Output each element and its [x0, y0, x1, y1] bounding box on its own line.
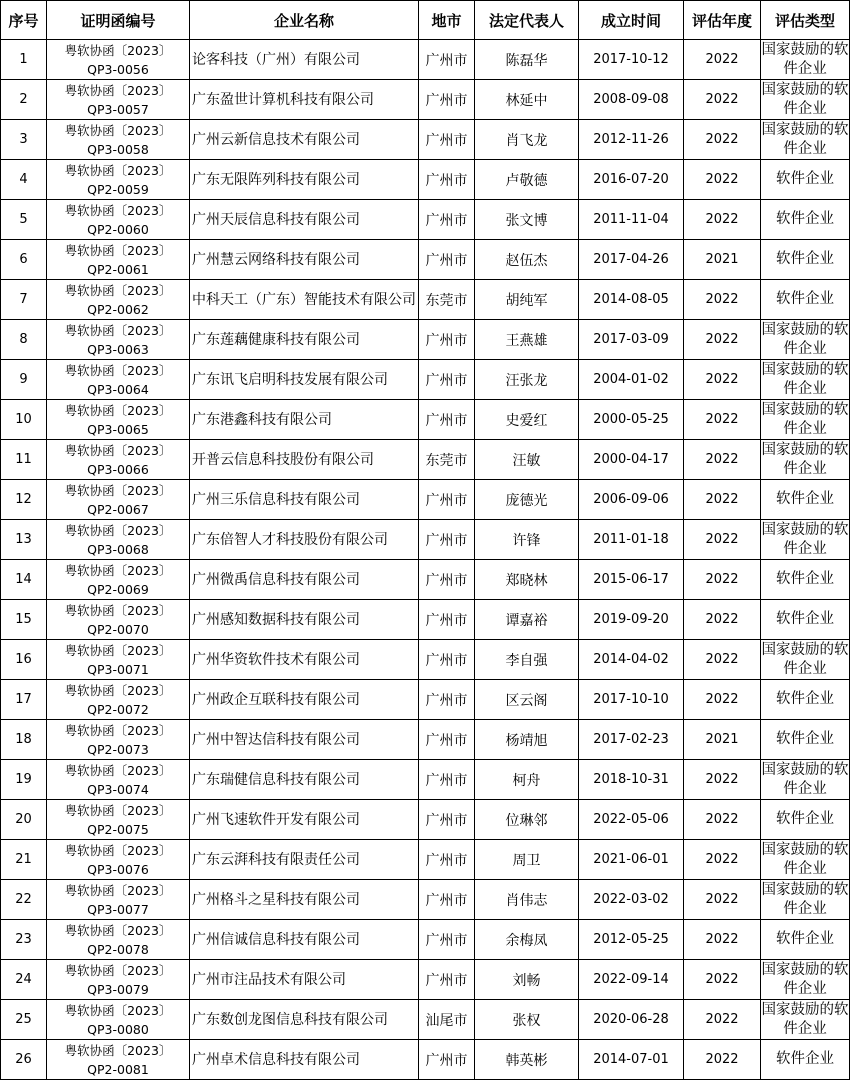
cell-seq: 6: [1, 240, 47, 280]
table-row: [1, 880, 850, 920]
cell-cert: [47, 280, 190, 320]
cell-cert-line2: QP3-0076: [87, 861, 149, 877]
cell-cert-line2: QP2-0072: [87, 701, 149, 717]
cell-cert: [47, 400, 190, 440]
cell-cert-line1: 粤软协函〔2023〕: [64, 482, 172, 498]
cell-city: 广州市: [419, 600, 475, 640]
table-row: [1, 920, 850, 960]
cell-name: 广东瑞健信息科技有限公司: [190, 760, 419, 800]
cell-seq: 24: [1, 960, 47, 1000]
cell-year: 2022: [684, 80, 761, 120]
cell-type: 软件企业: [761, 800, 850, 840]
cell-city: 广州市: [419, 40, 475, 80]
cell-year: 2022: [684, 200, 761, 240]
cell-cert: [47, 320, 190, 360]
cell-city: 广州市: [419, 320, 475, 360]
cell-name: 广东数创龙图信息科技有限公司: [190, 1000, 419, 1040]
cell-year: 2022: [684, 440, 761, 480]
cell-cert-line2: QP2-0078: [87, 941, 149, 957]
cell-name: 广州政企互联科技有限公司: [190, 680, 419, 720]
cell-cert: [47, 120, 190, 160]
cell-rep: 刘畅: [475, 960, 579, 1000]
cell-cert: [47, 200, 190, 240]
cell-year: 2022: [684, 400, 761, 440]
cell-seq: 1: [1, 40, 47, 80]
cell-seq: 26: [1, 1040, 47, 1080]
cell-cert-line1: 粤软协函〔2023〕: [64, 202, 172, 218]
table-row: [1, 640, 850, 680]
cell-year: 2022: [684, 480, 761, 520]
cell-year: 2022: [684, 520, 761, 560]
cell-date: 2004-01-02: [579, 360, 684, 400]
table-row: [1, 480, 850, 520]
cell-date: 2022-09-14: [579, 960, 684, 1000]
table-row: [1, 240, 850, 280]
cell-cert-line2: QP3-0056: [87, 61, 149, 77]
cell-rep: 张权: [475, 1000, 579, 1040]
cell-date: 2021-06-01: [579, 840, 684, 880]
cell-type: 软件企业: [761, 480, 850, 520]
cell-name: 广州天辰信息科技有限公司: [190, 200, 419, 240]
cell-cert-line2: QP3-0077: [87, 901, 149, 917]
cell-seq: 18: [1, 720, 47, 760]
cell-rep: 汪张龙: [475, 360, 579, 400]
cell-rep: 肖伟志: [475, 880, 579, 920]
cell-date: 2016-07-20: [579, 160, 684, 200]
cell-date: 2022-03-02: [579, 880, 684, 920]
cell-cert: [47, 800, 190, 840]
cell-name: 广州格斗之星科技有限公司: [190, 880, 419, 920]
cell-date: 2008-09-08: [579, 80, 684, 120]
cell-date: 2017-04-26: [579, 240, 684, 280]
table-row: [1, 200, 850, 240]
cell-seq: 5: [1, 200, 47, 240]
cell-type: 国家鼓励的软件企业: [761, 520, 850, 560]
cell-cert-line2: QP2-0061: [87, 261, 149, 277]
cell-cert-line1: 粤软协函〔2023〕: [64, 82, 172, 98]
cell-date: 2019-09-20: [579, 600, 684, 640]
cell-city: 广州市: [419, 400, 475, 440]
cell-seq: 20: [1, 800, 47, 840]
cell-year: 2021: [684, 720, 761, 760]
cell-name: 广东倍智人才科技股份有限公司: [190, 520, 419, 560]
cell-city: 广州市: [419, 880, 475, 920]
cell-cert-line1: 粤软协函〔2023〕: [64, 962, 172, 978]
cell-cert-line2: QP3-0058: [87, 141, 149, 157]
cell-year: 2022: [684, 360, 761, 400]
cell-city: 广州市: [419, 680, 475, 720]
cell-year: 2022: [684, 160, 761, 200]
table-row: [1, 360, 850, 400]
cell-date: 2012-11-26: [579, 120, 684, 160]
cell-date: 2012-05-25: [579, 920, 684, 960]
cell-year: 2022: [684, 1000, 761, 1040]
cell-rep: 周卫: [475, 840, 579, 880]
cell-cert-line2: QP2-0081: [87, 1061, 149, 1077]
cell-cert: [47, 80, 190, 120]
cell-type: 国家鼓励的软件企业: [761, 960, 850, 1000]
cell-year: 2022: [684, 280, 761, 320]
cell-cert-line1: 粤软协函〔2023〕: [64, 802, 172, 818]
cell-city: 广州市: [419, 760, 475, 800]
cell-type: 软件企业: [761, 600, 850, 640]
table-row: [1, 320, 850, 360]
cell-name: 广东盈世计算机科技有限公司: [190, 80, 419, 120]
cell-seq: 11: [1, 440, 47, 480]
cell-cert: [47, 360, 190, 400]
cell-name: 广东讯飞启明科技发展有限公司: [190, 360, 419, 400]
cell-cert: [47, 40, 190, 80]
cell-cert-line2: QP2-0062: [87, 301, 149, 317]
cell-cert-line1: 粤软协函〔2023〕: [64, 562, 172, 578]
cell-cert: [47, 720, 190, 760]
cell-cert: [47, 480, 190, 520]
cell-type: 软件企业: [761, 560, 850, 600]
cell-type: 国家鼓励的软件企业: [761, 360, 850, 400]
header-city: 地市: [419, 1, 475, 40]
cell-cert: [47, 600, 190, 640]
cell-city: 汕尾市: [419, 1000, 475, 1040]
cell-city: 广州市: [419, 720, 475, 760]
cell-seq: 7: [1, 280, 47, 320]
cell-name: 广东莲藕健康科技有限公司: [190, 320, 419, 360]
cell-cert-line2: QP2-0073: [87, 741, 149, 757]
cell-rep: 胡纯军: [475, 280, 579, 320]
cell-seq: 25: [1, 1000, 47, 1040]
cell-date: 2000-05-25: [579, 400, 684, 440]
cell-date: 2017-02-23: [579, 720, 684, 760]
header-cert: 证明函编号: [47, 1, 190, 40]
cell-rep: 许锋: [475, 520, 579, 560]
table-row: [1, 800, 850, 840]
cell-type: 软件企业: [761, 160, 850, 200]
cell-name: 广东港鑫科技有限公司: [190, 400, 419, 440]
cell-cert-line2: QP2-0067: [87, 501, 149, 517]
cell-cert-line1: 粤软协函〔2023〕: [64, 162, 172, 178]
cell-seq: 10: [1, 400, 47, 440]
cell-year: 2022: [684, 920, 761, 960]
cell-seq: 8: [1, 320, 47, 360]
header-year: 评估年度: [684, 1, 761, 40]
cell-cert-line2: QP3-0066: [87, 461, 149, 477]
cell-type: 国家鼓励的软件企业: [761, 640, 850, 680]
cell-cert-line2: QP2-0069: [87, 581, 149, 597]
cell-cert-line1: 粤软协函〔2023〕: [64, 322, 172, 338]
cell-year: 2022: [684, 800, 761, 840]
cell-cert-line1: 粤软协函〔2023〕: [64, 442, 172, 458]
cell-cert-line2: QP3-0079: [87, 981, 149, 997]
table-body: [1, 40, 850, 1080]
table-row: [1, 520, 850, 560]
cell-city: 广州市: [419, 1040, 475, 1080]
cell-rep: 陈磊华: [475, 40, 579, 80]
cell-name: 广东无限阵列科技有限公司: [190, 160, 419, 200]
cell-year: 2022: [684, 40, 761, 80]
cell-rep: 韩英彬: [475, 1040, 579, 1080]
cell-city: 广州市: [419, 360, 475, 400]
cell-year: 2022: [684, 120, 761, 160]
cell-seq: 9: [1, 360, 47, 400]
cell-name: 开普云信息科技股份有限公司: [190, 440, 419, 480]
cell-year: 2021: [684, 240, 761, 280]
table-row: [1, 760, 850, 800]
table-row: [1, 960, 850, 1000]
cell-cert-line1: 粤软协函〔2023〕: [64, 762, 172, 778]
table-row: [1, 80, 850, 120]
cell-cert-line2: QP3-0071: [87, 661, 149, 677]
cell-name: 广州慧云网络科技有限公司: [190, 240, 419, 280]
cell-rep: 汪敏: [475, 440, 579, 480]
cell-year: 2022: [684, 1040, 761, 1080]
cell-seq: 17: [1, 680, 47, 720]
cell-type: 国家鼓励的软件企业: [761, 440, 850, 480]
cell-rep: 赵伍杰: [475, 240, 579, 280]
cell-cert-line1: 粤软协函〔2023〕: [64, 522, 172, 538]
cell-seq: 15: [1, 600, 47, 640]
cell-cert-line2: QP3-0057: [87, 101, 149, 117]
cell-cert-line2: QP2-0070: [87, 621, 149, 637]
cell-year: 2022: [684, 840, 761, 880]
cell-year: 2022: [684, 600, 761, 640]
cell-cert-line1: 粤软协函〔2023〕: [64, 1002, 172, 1018]
cell-city: 广州市: [419, 200, 475, 240]
cell-cert: [47, 440, 190, 480]
cell-seq: 14: [1, 560, 47, 600]
cell-cert: [47, 960, 190, 1000]
cell-seq: 13: [1, 520, 47, 560]
cell-rep: 张文博: [475, 200, 579, 240]
cell-rep: 余梅凤: [475, 920, 579, 960]
cell-city: 广州市: [419, 160, 475, 200]
table-row: [1, 120, 850, 160]
cell-seq: 3: [1, 120, 47, 160]
cell-type: 国家鼓励的软件企业: [761, 400, 850, 440]
cell-date: 2011-01-18: [579, 520, 684, 560]
cell-seq: 22: [1, 880, 47, 920]
cell-date: 2017-10-12: [579, 40, 684, 80]
cell-city: 广州市: [419, 640, 475, 680]
cell-city: 广州市: [419, 960, 475, 1000]
cell-cert: [47, 520, 190, 560]
cell-cert-line1: 粤软协函〔2023〕: [64, 922, 172, 938]
cell-date: 2014-08-05: [579, 280, 684, 320]
table-row: [1, 720, 850, 760]
cell-rep: 卢敬德: [475, 160, 579, 200]
cell-type: 软件企业: [761, 240, 850, 280]
cell-name: 广州华资软件技术有限公司: [190, 640, 419, 680]
cell-cert: [47, 640, 190, 680]
cell-cert-line2: QP3-0074: [87, 781, 149, 797]
cell-type: 国家鼓励的软件企业: [761, 840, 850, 880]
cell-seq: 12: [1, 480, 47, 520]
cell-cert-line1: 粤软协函〔2023〕: [64, 402, 172, 418]
cell-type: 国家鼓励的软件企业: [761, 760, 850, 800]
cell-rep: 林延中: [475, 80, 579, 120]
header-date: 成立时间: [579, 1, 684, 40]
cell-name: 广州微禹信息科技有限公司: [190, 560, 419, 600]
cell-name: 广州卓术信息科技有限公司: [190, 1040, 419, 1080]
cell-cert: [47, 560, 190, 600]
cell-year: 2022: [684, 960, 761, 1000]
table-row: [1, 40, 850, 80]
cell-seq: 19: [1, 760, 47, 800]
table-row: [1, 280, 850, 320]
cell-name: 广州飞速软件开发有限公司: [190, 800, 419, 840]
cell-city: 广州市: [419, 120, 475, 160]
cell-type: 国家鼓励的软件企业: [761, 880, 850, 920]
header-rep: 法定代表人: [475, 1, 579, 40]
cell-date: 2017-10-10: [579, 680, 684, 720]
cell-cert: [47, 760, 190, 800]
cell-cert: [47, 160, 190, 200]
cell-cert-line1: 粤软协函〔2023〕: [64, 242, 172, 258]
cell-cert: [47, 1000, 190, 1040]
cell-cert: [47, 1040, 190, 1080]
cell-cert-line2: QP3-0063: [87, 341, 149, 357]
table-row: [1, 1040, 850, 1080]
cell-city: 广州市: [419, 240, 475, 280]
cell-type: 国家鼓励的软件企业: [761, 320, 850, 360]
cell-cert-line1: 粤软协函〔2023〕: [64, 42, 172, 58]
cell-name: 广州感知数据科技有限公司: [190, 600, 419, 640]
cell-city: 广州市: [419, 920, 475, 960]
table-row: [1, 680, 850, 720]
cell-cert-line1: 粤软协函〔2023〕: [64, 362, 172, 378]
header-name: 企业名称: [190, 1, 419, 40]
table-row: [1, 160, 850, 200]
cell-cert-line2: QP2-0059: [87, 181, 149, 197]
cell-city: 广州市: [419, 480, 475, 520]
cell-rep: 郑晓林: [475, 560, 579, 600]
cell-type: 软件企业: [761, 200, 850, 240]
cell-rep: 庞德光: [475, 480, 579, 520]
cell-cert-line1: 粤软协函〔2023〕: [64, 1042, 172, 1058]
cell-date: 2020-06-28: [579, 1000, 684, 1040]
cell-rep: 柯舟: [475, 760, 579, 800]
cell-year: 2022: [684, 680, 761, 720]
cell-seq: 21: [1, 840, 47, 880]
cell-cert-line2: QP3-0080: [87, 1021, 149, 1037]
cell-rep: 肖飞龙: [475, 120, 579, 160]
cell-name: 论客科技（广州）有限公司: [190, 40, 419, 80]
cell-year: 2022: [684, 760, 761, 800]
cell-rep: 位琳邻: [475, 800, 579, 840]
cell-cert: [47, 840, 190, 880]
cell-date: 2015-06-17: [579, 560, 684, 600]
cell-date: 2014-04-02: [579, 640, 684, 680]
cell-cert-line2: QP3-0065: [87, 421, 149, 437]
table-row: [1, 1000, 850, 1040]
cell-date: 2000-04-17: [579, 440, 684, 480]
table-row: [1, 400, 850, 440]
table-row: [1, 560, 850, 600]
table-row: [1, 440, 850, 480]
cell-cert-line1: 粤软协函〔2023〕: [64, 122, 172, 138]
cell-date: 2014-07-01: [579, 1040, 684, 1080]
cell-city: 广州市: [419, 800, 475, 840]
cell-rep: 史爱红: [475, 400, 579, 440]
cell-cert: [47, 240, 190, 280]
cell-date: 2018-10-31: [579, 760, 684, 800]
cell-cert-line2: QP3-0068: [87, 541, 149, 557]
cell-cert-line1: 粤软协函〔2023〕: [64, 282, 172, 298]
cell-city: 广州市: [419, 80, 475, 120]
cell-cert: [47, 880, 190, 920]
cell-city: 东莞市: [419, 440, 475, 480]
cell-city: 广州市: [419, 520, 475, 560]
cell-date: 2011-11-04: [579, 200, 684, 240]
cell-date: 2006-09-06: [579, 480, 684, 520]
header-row: [1, 1, 850, 40]
cell-rep: 谭嘉裕: [475, 600, 579, 640]
cell-type: 国家鼓励的软件企业: [761, 80, 850, 120]
cell-seq: 23: [1, 920, 47, 960]
cell-date: 2022-05-06: [579, 800, 684, 840]
cell-cert-line2: QP2-0075: [87, 821, 149, 837]
cell-type: 软件企业: [761, 680, 850, 720]
cell-cert: [47, 920, 190, 960]
cell-type: 国家鼓励的软件企业: [761, 1000, 850, 1040]
header-seq: 序号: [1, 1, 47, 40]
cell-type: 软件企业: [761, 920, 850, 960]
cell-cert-line1: 粤软协函〔2023〕: [64, 682, 172, 698]
cell-year: 2022: [684, 320, 761, 360]
table-row: [1, 840, 850, 880]
cell-city: 广州市: [419, 560, 475, 600]
cell-type: 软件企业: [761, 1040, 850, 1080]
cell-cert-line1: 粤软协函〔2023〕: [64, 882, 172, 898]
cell-type: 软件企业: [761, 280, 850, 320]
cell-city: 东莞市: [419, 280, 475, 320]
cell-year: 2022: [684, 640, 761, 680]
cell-cert-line1: 粤软协函〔2023〕: [64, 722, 172, 738]
cell-year: 2022: [684, 880, 761, 920]
cell-city: 广州市: [419, 840, 475, 880]
cell-type: 软件企业: [761, 720, 850, 760]
cell-seq: 16: [1, 640, 47, 680]
cell-type: 国家鼓励的软件企业: [761, 40, 850, 80]
cell-name: 中科天工（广东）智能技术有限公司: [190, 280, 419, 320]
cell-rep: 区云阁: [475, 680, 579, 720]
cell-name: 广州中智达信科技有限公司: [190, 720, 419, 760]
cell-seq: 4: [1, 160, 47, 200]
cell-name: 广东云湃科技有限责任公司: [190, 840, 419, 880]
cell-seq: 2: [1, 80, 47, 120]
cell-year: 2022: [684, 560, 761, 600]
cell-cert-line1: 粤软协函〔2023〕: [64, 842, 172, 858]
cell-rep: 杨靖旭: [475, 720, 579, 760]
header-type: 评估类型: [761, 1, 850, 40]
table-row: [1, 600, 850, 640]
cell-type: 国家鼓励的软件企业: [761, 120, 850, 160]
cell-name: 广州市注品技术有限公司: [190, 960, 419, 1000]
cell-cert-line1: 粤软协函〔2023〕: [64, 642, 172, 658]
cell-name: 广州云新信息技术有限公司: [190, 120, 419, 160]
cell-rep: 王燕雄: [475, 320, 579, 360]
cell-date: 2017-03-09: [579, 320, 684, 360]
cell-rep: 李自强: [475, 640, 579, 680]
cell-cert-line2: QP3-0064: [87, 381, 149, 397]
cell-name: 广州三乐信息科技有限公司: [190, 480, 419, 520]
cell-name: 广州信诚信息科技有限公司: [190, 920, 419, 960]
cell-cert: [47, 680, 190, 720]
cell-cert-line1: 粤软协函〔2023〕: [64, 602, 172, 618]
cell-cert-line2: QP2-0060: [87, 221, 149, 237]
